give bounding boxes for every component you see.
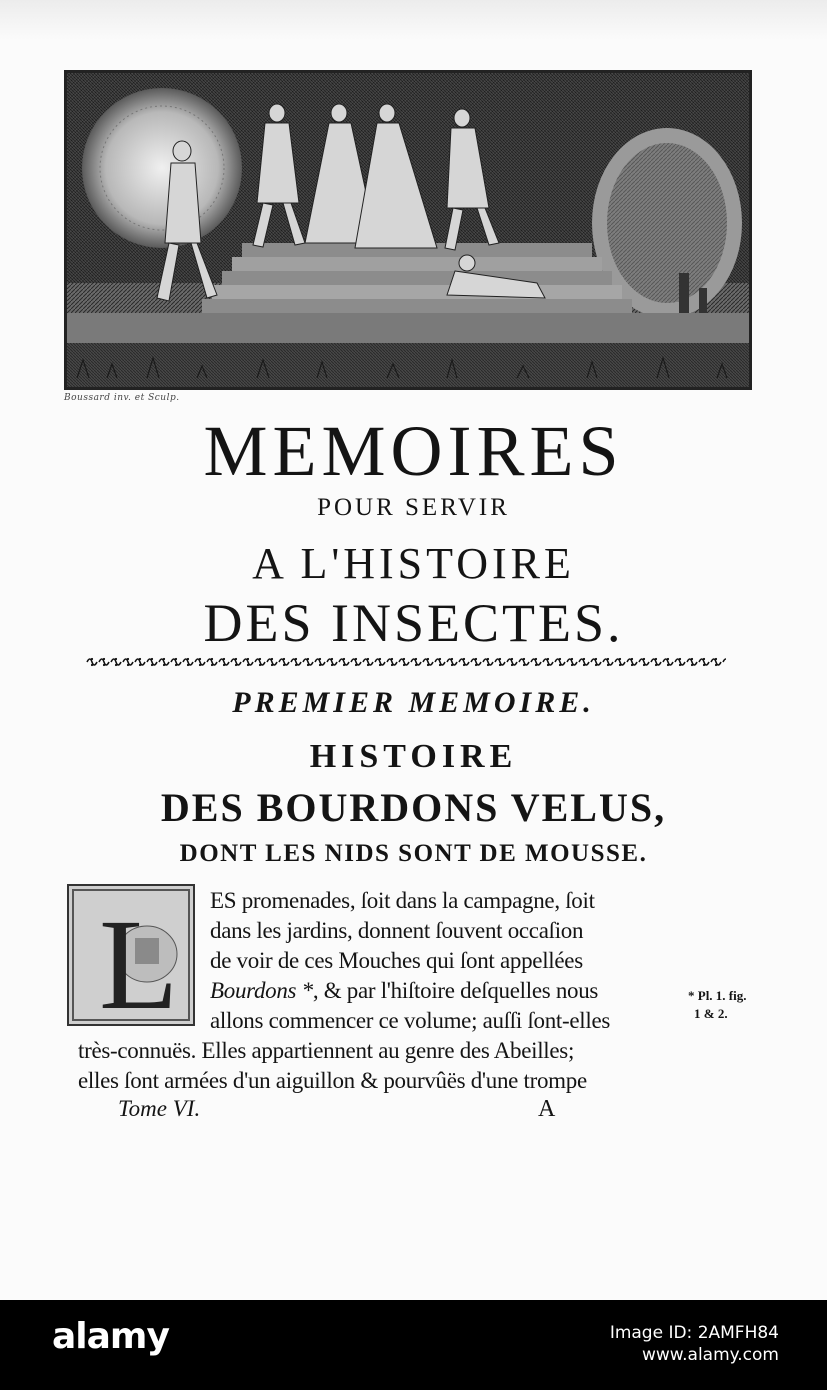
title-line-2: POUR SERVIR: [317, 494, 510, 521]
stock-url: www.alamy.com: [641, 1345, 779, 1365]
garden-engraving: [64, 70, 752, 390]
body-line-6: très-connuës. Elles appartiennent au genre des Abeilles;: [78, 1038, 575, 1063]
body-line-7: elles ſont armées d'un aiguillon & pourvûës d'une trompe: [78, 1068, 587, 1093]
body-line-3: de voir de ces Mouches qui ſont appellées: [210, 948, 583, 973]
dropcap-l: [67, 884, 195, 1026]
engraver-credit: Boussard inv. et Sculp.: [64, 393, 180, 403]
memoir-heading: PREMIER MEMOIRE.: [232, 686, 595, 719]
dropcap-letter: L: [99, 893, 179, 1024]
stock-image-info: [610, 1322, 779, 1366]
bourdons-term: Bourdons *: [210, 978, 313, 1003]
margin-note-line-2: 1 & 2.: [694, 1006, 728, 1021]
body-line-5: allons commencer ce volume; auſſi ſont-elles: [210, 1008, 611, 1033]
title-line-3: A L'HISTOIRE: [252, 539, 575, 588]
section-heading-3: DONT LES NIDS SONT DE MOUSSE.: [179, 840, 648, 867]
stock-image-id: Image ID: 2AMFH84: [609, 1323, 779, 1343]
body-line-2: dans les jardins, donnent ſouvent occaſion: [210, 918, 584, 943]
page-top-shade: [0, 0, 827, 40]
section-heading-2: DES BOURDONS VELUS,: [160, 785, 667, 830]
margin-note-line-1: * Pl. 1. fig.: [688, 988, 747, 1003]
ornament-rule: [86, 656, 726, 668]
title-main: MEMOIRES: [203, 411, 624, 491]
title-line-4: DES INSECTES.: [203, 593, 624, 653]
section-heading-1: HISTOIRE: [309, 738, 518, 775]
body-line-4-rest: , & par l'hiſtoire deſquelles nous: [312, 978, 599, 1003]
body-line-1: ES promenades, ſoit dans la campagne, ſoit: [210, 888, 595, 913]
signature-mark: A: [538, 1096, 556, 1122]
body-line-4: [210, 978, 598, 1004]
stock-logo: alamy: [52, 1316, 169, 1357]
volume-label: Tome VI.: [118, 1096, 201, 1121]
